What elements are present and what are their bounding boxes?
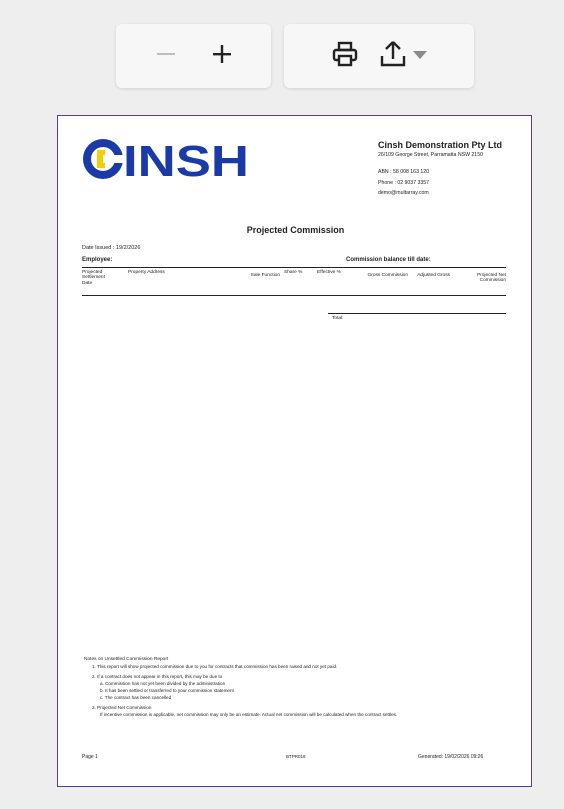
column-header: Sale Function — [250, 273, 280, 278]
column-header: Gross Commission — [367, 273, 408, 278]
table-top-rule — [82, 267, 506, 268]
company-email: demo@multarray.com — [378, 190, 429, 196]
column-header: Projected Net Commission — [476, 273, 506, 284]
note-item: 3. Projected Net Commission — [92, 705, 152, 710]
print-button[interactable] — [323, 36, 367, 76]
note-item: c. The contract has been cancelled — [100, 695, 172, 700]
company-logo — [83, 136, 253, 187]
company-name: Cinsh Demonstration Pty Ltd — [378, 140, 503, 150]
column-header: Projected Settlement Date — [82, 270, 105, 286]
company-address: 26/109 George Street, Parramatta NSW 2150 — [378, 152, 483, 158]
zoom-controls — [116, 24, 271, 88]
report-title: Projected Commission — [246, 225, 345, 235]
note-item: If incentive commission is applicable, net commission may only be an estimate. Actual net commission will be calculated when the contract settles. — [100, 712, 398, 717]
employee-label: Employee: — [82, 257, 113, 263]
column-header: Property Address — [128, 270, 165, 275]
caret-down-icon — [412, 47, 428, 65]
company-abn: ABN : 58 008 163 120 — [378, 169, 430, 175]
minus-icon — [155, 43, 177, 70]
total-label: Total: — [332, 316, 344, 321]
note-item: 2. If a contract does not appear in this report, this may be due to — [92, 674, 223, 679]
zoom-out-button[interactable] — [142, 36, 190, 76]
date-issued: Date Issued : 19/2/2026 — [82, 245, 141, 251]
footer-generated: Generated: 19/02/2026 09:26 — [418, 754, 484, 760]
document-page — [57, 115, 532, 787]
column-header: Adjusted Gross — [417, 273, 450, 278]
column-header: Share % — [284, 270, 303, 275]
share-upload-icon — [378, 39, 408, 74]
footer-report-code: BTPR018 — [286, 754, 306, 759]
plus-icon — [211, 43, 233, 70]
note-item: a. Commission has not yet been divided by the administration — [100, 681, 226, 686]
notes-title: Notes on Unsettled Commission Report — [84, 657, 169, 662]
footer-page-number: Page 1 — [82, 754, 98, 760]
document-actions — [284, 24, 474, 88]
zoom-in-button[interactable] — [198, 36, 246, 76]
share-button[interactable] — [371, 36, 435, 76]
column-header: Effective % — [317, 270, 341, 275]
commission-balance-label: Commission balance till date: — [346, 257, 431, 263]
note-item: 1. This report will show projected commission due to you for contracts that commission has been raised and not yet paid. — [92, 664, 338, 669]
svg-text:INSH: INSH — [123, 137, 249, 182]
note-item: b. It has been settled or transferred to your commission statement — [100, 688, 234, 693]
printer-icon — [330, 39, 360, 74]
table-header-rule — [82, 295, 506, 296]
total-rule — [328, 313, 506, 314]
company-phone: Phone : 02 9037 3357 — [378, 180, 430, 186]
